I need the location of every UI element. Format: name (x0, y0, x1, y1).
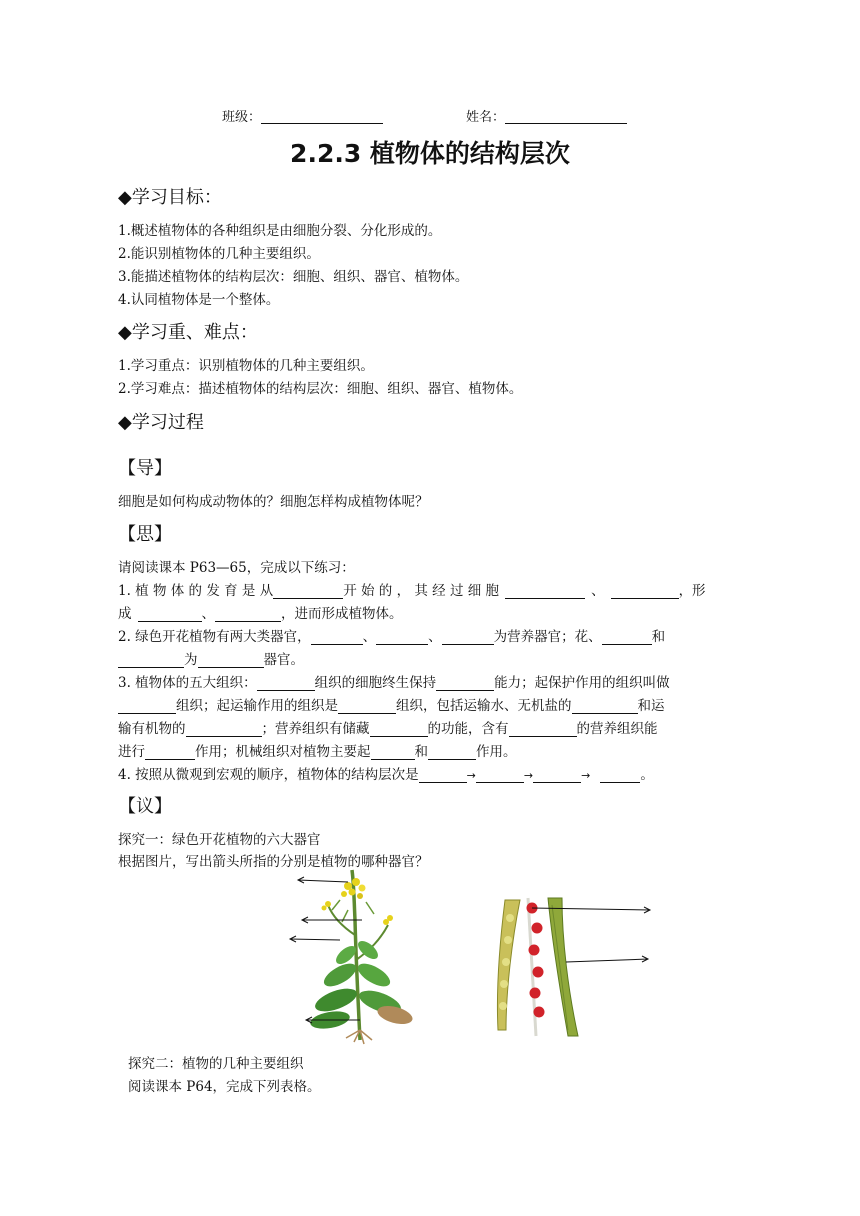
question-1-line-2: 成 、 ，进而形成植物体。 (118, 606, 403, 622)
question-2-line-2: 为 器官。 (118, 648, 304, 668)
class-label: 班级： (222, 110, 262, 125)
question-3-line-2: 组织；起运输作用的组织是 组织，包括运输水、无机盐的 和运 (118, 694, 665, 714)
goal-item: 1.概述植物体的各种组织是由细胞分裂、分化形成的。 (118, 223, 442, 239)
explore-1-question: 根据图片，写出箭头所指的分别是植物的哪种器官？ (118, 854, 429, 870)
explore-1-title: 探究一：绿色开花植物的六大器官 (118, 832, 321, 848)
flower-cluster (322, 878, 394, 925)
question-1-line-1: 1. 植 物 体 的 发 育 是 从 开 始 的 ， 其 经 过 细 胞 、 ，形 (118, 583, 706, 599)
question-2-line-1: 2. 绿色开花植物有两大类器官， 、 、 为营养器官；花、 和 (118, 629, 666, 645)
seed-pod-illustration (497, 898, 578, 1036)
question-3-line-1: 3. 植物体的五大组织： 组织的细胞终生保持 能力；起保护作用的组织叫做 (118, 675, 670, 691)
process-heading: ◆学习过程 (118, 412, 204, 433)
explore-2-title: 探究二：植物的几种主要组织 (128, 1056, 304, 1072)
key-points-heading: ◆学习重、难点： (118, 322, 258, 343)
page-title: 2.2.3 植物体的结构层次 (290, 139, 570, 168)
goal-item: 2.能识别植物体的几种主要组织。 (118, 246, 320, 262)
question-3-line-4: 进行 作用；机械组织对植物主要起 和 作用。 (118, 744, 517, 760)
yi-heading: 【议】 (118, 796, 172, 817)
leaf-cluster (309, 938, 415, 1032)
goal-item: 3.能描述植物体的结构层次：细胞、组织、器官、植物体。 (118, 269, 469, 285)
goals-heading: ◆学习目标： (118, 187, 222, 208)
si-heading: 【思】 (118, 524, 172, 545)
key-point-item: 1.学习重点：识别植物体的几种主要组织。 (118, 358, 374, 374)
explore-2-question: 阅读课本 P64，完成下列表格。 (128, 1079, 321, 1095)
question-3-line-3: 输有机物的 ；营养组织有储藏 的功能，含有 的营养组织能 (118, 721, 658, 737)
name-label: 姓名： (466, 110, 506, 125)
goal-item: 4.认同植物体是一个整体。 (118, 292, 280, 308)
question-4: 4. 按照从微观到宏观的顺序，植物体的结构层次是 → → → 。 (118, 767, 654, 783)
key-point-item: 2.学习难点：描述植物体的结构层次：细胞、组织、器官、植物体。 (118, 381, 523, 397)
dao-text: 细胞是如何构成动物体的？细胞怎样构成植物体呢？ (118, 494, 429, 510)
si-intro: 请阅读课本 P63—65，完成以下练习： (118, 560, 355, 576)
dao-heading: 【导】 (118, 458, 172, 479)
